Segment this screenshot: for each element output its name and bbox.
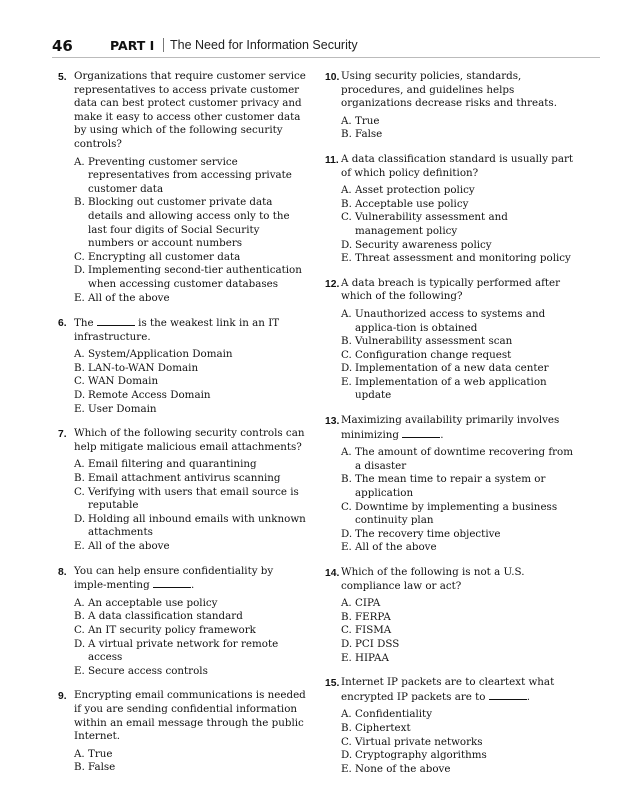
question-5 bbox=[58, 70, 308, 305]
question-text: Which of the following is not a U.S. compliance law or act? bbox=[341, 566, 525, 592]
question-text bbox=[341, 676, 575, 704]
option-letter: E. bbox=[74, 540, 85, 552]
option-letter: A. bbox=[74, 596, 85, 609]
answer-option bbox=[341, 638, 575, 652]
option-letter: E. bbox=[341, 762, 352, 775]
option-letter: B. bbox=[341, 197, 352, 210]
option-text: True bbox=[88, 747, 113, 760]
option-text: The mean time to repair a system or application bbox=[355, 473, 546, 500]
option-text: Confidentiality bbox=[355, 708, 433, 721]
question-number: 5. bbox=[58, 72, 67, 83]
question-number: 9. bbox=[58, 691, 67, 703]
option-letter: A. bbox=[341, 446, 352, 459]
option-letter: D. bbox=[341, 527, 353, 540]
option-letter: C. bbox=[74, 485, 85, 498]
answer-options bbox=[74, 348, 308, 416]
answer-option bbox=[341, 115, 575, 129]
question-number: 15. bbox=[325, 678, 340, 690]
option-letter: C. bbox=[341, 211, 352, 224]
question-15 bbox=[325, 676, 575, 776]
question-text bbox=[74, 565, 308, 593]
question-14 bbox=[325, 566, 575, 665]
question-11 bbox=[325, 153, 575, 266]
fill-in-blank bbox=[489, 690, 527, 700]
option-letter: D. bbox=[74, 264, 86, 277]
fill-in-blank bbox=[402, 428, 440, 438]
question-number: 8. bbox=[58, 566, 67, 578]
option-letter: E. bbox=[74, 664, 85, 677]
answer-option bbox=[74, 292, 308, 306]
question-13 bbox=[325, 414, 575, 555]
answer-option bbox=[341, 239, 575, 253]
answer-option bbox=[74, 472, 308, 486]
option-letter: D. bbox=[341, 238, 353, 251]
answer-option bbox=[341, 597, 575, 611]
option-text: Implementation of a new data center bbox=[355, 362, 549, 375]
question-number: 12. bbox=[325, 278, 340, 290]
option-text: A virtual private network for remote access bbox=[88, 637, 279, 664]
option-text: False bbox=[355, 128, 383, 141]
option-letter: B. bbox=[74, 196, 85, 209]
question-text-after: . bbox=[190, 579, 195, 592]
answer-option bbox=[341, 128, 575, 142]
option-text: Cryptography algorithms bbox=[355, 749, 487, 762]
question-text bbox=[74, 316, 308, 344]
option-letter: C. bbox=[341, 500, 352, 513]
question-text-before: You can help ensure confidentiality by imple-menting bbox=[74, 564, 274, 592]
question-8 bbox=[58, 565, 308, 679]
answer-option bbox=[341, 252, 575, 266]
option-letter: A. bbox=[341, 597, 352, 610]
answer-options bbox=[341, 708, 575, 776]
question-text-before: Internet IP packets are to cleartext what encrypted IP packets are to bbox=[341, 676, 555, 703]
option-text: Downtime by implementing a business continuity plan bbox=[355, 500, 558, 527]
question-6 bbox=[58, 316, 308, 416]
answer-options bbox=[74, 597, 308, 679]
answer-option bbox=[341, 722, 575, 736]
right-column bbox=[325, 70, 575, 787]
question-9 bbox=[58, 689, 308, 775]
answer-option bbox=[74, 761, 308, 775]
answer-option bbox=[341, 184, 575, 198]
question-text bbox=[341, 414, 575, 442]
answer-option bbox=[341, 308, 575, 335]
answer-option bbox=[341, 349, 575, 363]
option-letter: E. bbox=[74, 402, 85, 415]
option-text: Ciphertext bbox=[355, 721, 411, 734]
option-text: FERPA bbox=[355, 610, 391, 623]
option-text: An IT security policy framework bbox=[88, 623, 256, 636]
question-text-before: The bbox=[74, 317, 94, 330]
answer-option bbox=[74, 486, 308, 513]
answer-option bbox=[341, 376, 575, 403]
option-letter: C. bbox=[341, 624, 352, 637]
option-text: Secure access controls bbox=[88, 664, 208, 677]
option-text: Vulnerability assessment scan bbox=[355, 335, 513, 348]
option-letter: B. bbox=[341, 473, 352, 486]
answer-option bbox=[74, 638, 308, 665]
option-text: The recovery time objective bbox=[355, 527, 501, 540]
option-letter: E. bbox=[341, 375, 352, 388]
question-number: 14. bbox=[325, 568, 340, 579]
question-12 bbox=[325, 277, 575, 403]
option-letter: B. bbox=[341, 721, 352, 734]
answer-option bbox=[341, 362, 575, 376]
fill-in-blank bbox=[153, 578, 191, 588]
answer-option bbox=[74, 251, 308, 265]
option-text: None of the above bbox=[355, 762, 451, 775]
question-number: 13. bbox=[325, 416, 340, 428]
option-text: Implementation of a web application update bbox=[355, 375, 547, 402]
question-10 bbox=[325, 70, 575, 142]
option-letter: D. bbox=[74, 637, 86, 650]
answer-option bbox=[341, 198, 575, 212]
option-letter: D. bbox=[341, 749, 353, 762]
option-letter: E. bbox=[341, 541, 352, 554]
option-letter: B. bbox=[74, 361, 85, 374]
answer-options bbox=[341, 115, 575, 142]
page-header bbox=[52, 37, 600, 57]
answer-option bbox=[341, 611, 575, 625]
option-text: All of the above bbox=[88, 540, 170, 552]
answer-option bbox=[341, 736, 575, 750]
answer-options bbox=[341, 446, 575, 555]
answer-options bbox=[341, 597, 575, 665]
option-text: A data classification standard bbox=[88, 610, 243, 623]
option-text: CIPA bbox=[355, 597, 381, 610]
option-letter: E. bbox=[74, 291, 85, 304]
option-letter: B. bbox=[341, 610, 352, 623]
option-letter: A. bbox=[74, 155, 85, 168]
question-text: Which of the following security controls can help mitigate malicious email attachments? bbox=[74, 427, 305, 453]
answer-option bbox=[341, 446, 575, 473]
answer-option bbox=[74, 748, 308, 762]
option-text: FISMA bbox=[355, 624, 392, 637]
option-text: User Domain bbox=[88, 402, 157, 415]
question-text-after: . bbox=[440, 428, 444, 441]
option-letter: A. bbox=[74, 348, 85, 361]
question-text-after: is the weakest link in an IT infrastructure. bbox=[74, 317, 280, 343]
question-text: A data classification standard is usually part of which policy definition? bbox=[341, 152, 574, 179]
option-text: Acceptable use policy bbox=[355, 197, 469, 210]
fill-in-blank bbox=[97, 316, 135, 326]
option-text: False bbox=[88, 761, 116, 774]
header-separator bbox=[163, 38, 164, 52]
answer-options bbox=[341, 184, 575, 266]
option-text: Threat assessment and monitoring policy bbox=[355, 252, 571, 265]
question-number: 10. bbox=[325, 72, 340, 83]
option-letter: C. bbox=[74, 375, 85, 388]
option-letter: B. bbox=[341, 335, 352, 348]
option-letter: A. bbox=[341, 114, 352, 127]
left-column bbox=[58, 70, 308, 786]
option-text: Blocking out customer private data details and allowing access only to the last four digits of Social Security numbers or account numbers bbox=[88, 196, 290, 250]
question-text: Using security policies, standards, procedures, and guidelines helps organizations decrease risks and threats. bbox=[341, 70, 557, 110]
option-letter: B. bbox=[74, 472, 85, 485]
answer-option bbox=[74, 196, 308, 250]
option-text: Security awareness policy bbox=[355, 238, 492, 251]
question-text-after: . bbox=[526, 690, 531, 703]
option-text: Holding all inbound emails with unknown attachments bbox=[88, 512, 306, 539]
answer-options bbox=[341, 308, 575, 403]
option-text: All of the above bbox=[88, 291, 170, 304]
question-number: 6. bbox=[58, 318, 67, 330]
answer-option bbox=[74, 375, 308, 389]
option-letter: D. bbox=[341, 362, 353, 375]
option-letter: A. bbox=[74, 458, 85, 471]
option-letter: A. bbox=[74, 747, 85, 760]
option-letter: D. bbox=[74, 512, 86, 525]
answer-option bbox=[341, 528, 575, 542]
answer-option bbox=[74, 597, 308, 611]
option-letter: E. bbox=[341, 252, 352, 265]
option-letter: C. bbox=[341, 348, 352, 361]
option-text: PCI DSS bbox=[355, 637, 400, 650]
answer-options bbox=[74, 156, 308, 306]
answer-option bbox=[74, 513, 308, 540]
option-text: System/Application Domain bbox=[88, 348, 233, 361]
answer-option bbox=[341, 763, 575, 777]
option-letter: B. bbox=[74, 610, 85, 623]
option-text: The amount of downtime recovering from a disaster bbox=[355, 446, 574, 472]
answer-option bbox=[341, 652, 575, 666]
option-letter: C. bbox=[74, 623, 85, 636]
answer-options bbox=[74, 748, 308, 775]
option-text: Configuration change request bbox=[355, 348, 512, 361]
option-text: Email filtering and quarantining bbox=[88, 458, 257, 471]
answer-option bbox=[74, 362, 308, 376]
question-number: 7. bbox=[58, 429, 67, 441]
answer-option bbox=[74, 624, 308, 638]
option-letter: A. bbox=[341, 184, 352, 197]
option-text: WAN Domain bbox=[88, 375, 159, 388]
answer-option bbox=[74, 540, 308, 554]
answer-option bbox=[341, 473, 575, 500]
answer-option bbox=[341, 501, 575, 528]
option-text: Remote Access Domain bbox=[88, 389, 211, 402]
option-text: Vulnerability assessment and management policy bbox=[355, 211, 508, 237]
answer-option bbox=[341, 624, 575, 638]
answer-option bbox=[74, 403, 308, 417]
header-rule bbox=[52, 57, 600, 58]
question-text: A data breach is typically performed after which of the following? bbox=[341, 276, 561, 303]
part-label: PART I bbox=[110, 38, 155, 53]
answer-option bbox=[74, 610, 308, 624]
page-number: 46 bbox=[52, 37, 73, 55]
question-text-before: Maximizing availability primarily involves minimizing bbox=[341, 414, 560, 441]
option-text: An acceptable use policy bbox=[88, 596, 218, 609]
option-text: Encrypting all customer data bbox=[88, 250, 241, 263]
answer-option bbox=[341, 708, 575, 722]
option-letter: D. bbox=[341, 637, 353, 650]
option-text: HIPAA bbox=[355, 651, 389, 664]
option-letter: C. bbox=[74, 250, 85, 263]
option-letter: B. bbox=[341, 128, 352, 141]
option-text: Virtual private networks bbox=[355, 735, 483, 748]
option-text: Preventing customer service representatives from accessing private customer data bbox=[88, 155, 292, 195]
option-letter: D. bbox=[74, 389, 86, 402]
answer-option bbox=[74, 458, 308, 472]
answer-option bbox=[341, 541, 575, 555]
question-text: Organizations that require customer service representatives to access private customer data can best protect customer privacy and make it easy to access other customer data by using which of the following security controls? bbox=[74, 70, 306, 150]
answer-options bbox=[74, 458, 308, 553]
option-text: LAN-to-WAN Domain bbox=[88, 361, 199, 374]
option-letter: A. bbox=[341, 307, 352, 320]
option-text: Asset protection policy bbox=[355, 184, 475, 197]
option-text: Implementing second-tier authentication when accessing customer databases bbox=[88, 264, 302, 290]
option-letter: A. bbox=[341, 708, 352, 721]
answer-option bbox=[341, 211, 575, 238]
option-text: True bbox=[355, 114, 380, 127]
answer-option bbox=[74, 389, 308, 403]
question-7 bbox=[58, 427, 308, 553]
option-text: Email attachment antivirus scanning bbox=[88, 472, 281, 485]
answer-option bbox=[74, 665, 308, 679]
option-letter: C. bbox=[341, 735, 352, 748]
answer-option bbox=[74, 264, 308, 291]
question-text: Encrypting email communications is needed if you are sending confidential information within an email message through the public Internet. bbox=[74, 689, 306, 743]
answer-option bbox=[74, 156, 308, 197]
answer-option bbox=[74, 348, 308, 362]
option-text: All of the above bbox=[355, 541, 437, 554]
answer-option bbox=[341, 335, 575, 349]
question-number: 11. bbox=[325, 154, 339, 166]
option-text: Unauthorized access to systems and applica-tion is obtained bbox=[355, 307, 546, 334]
option-text: Verifying with users that email source is reputable bbox=[88, 485, 299, 512]
option-letter: B. bbox=[74, 761, 85, 774]
option-letter: E. bbox=[341, 651, 352, 664]
chapter-title: The Need for Information Security bbox=[170, 38, 358, 52]
answer-option bbox=[341, 749, 575, 763]
